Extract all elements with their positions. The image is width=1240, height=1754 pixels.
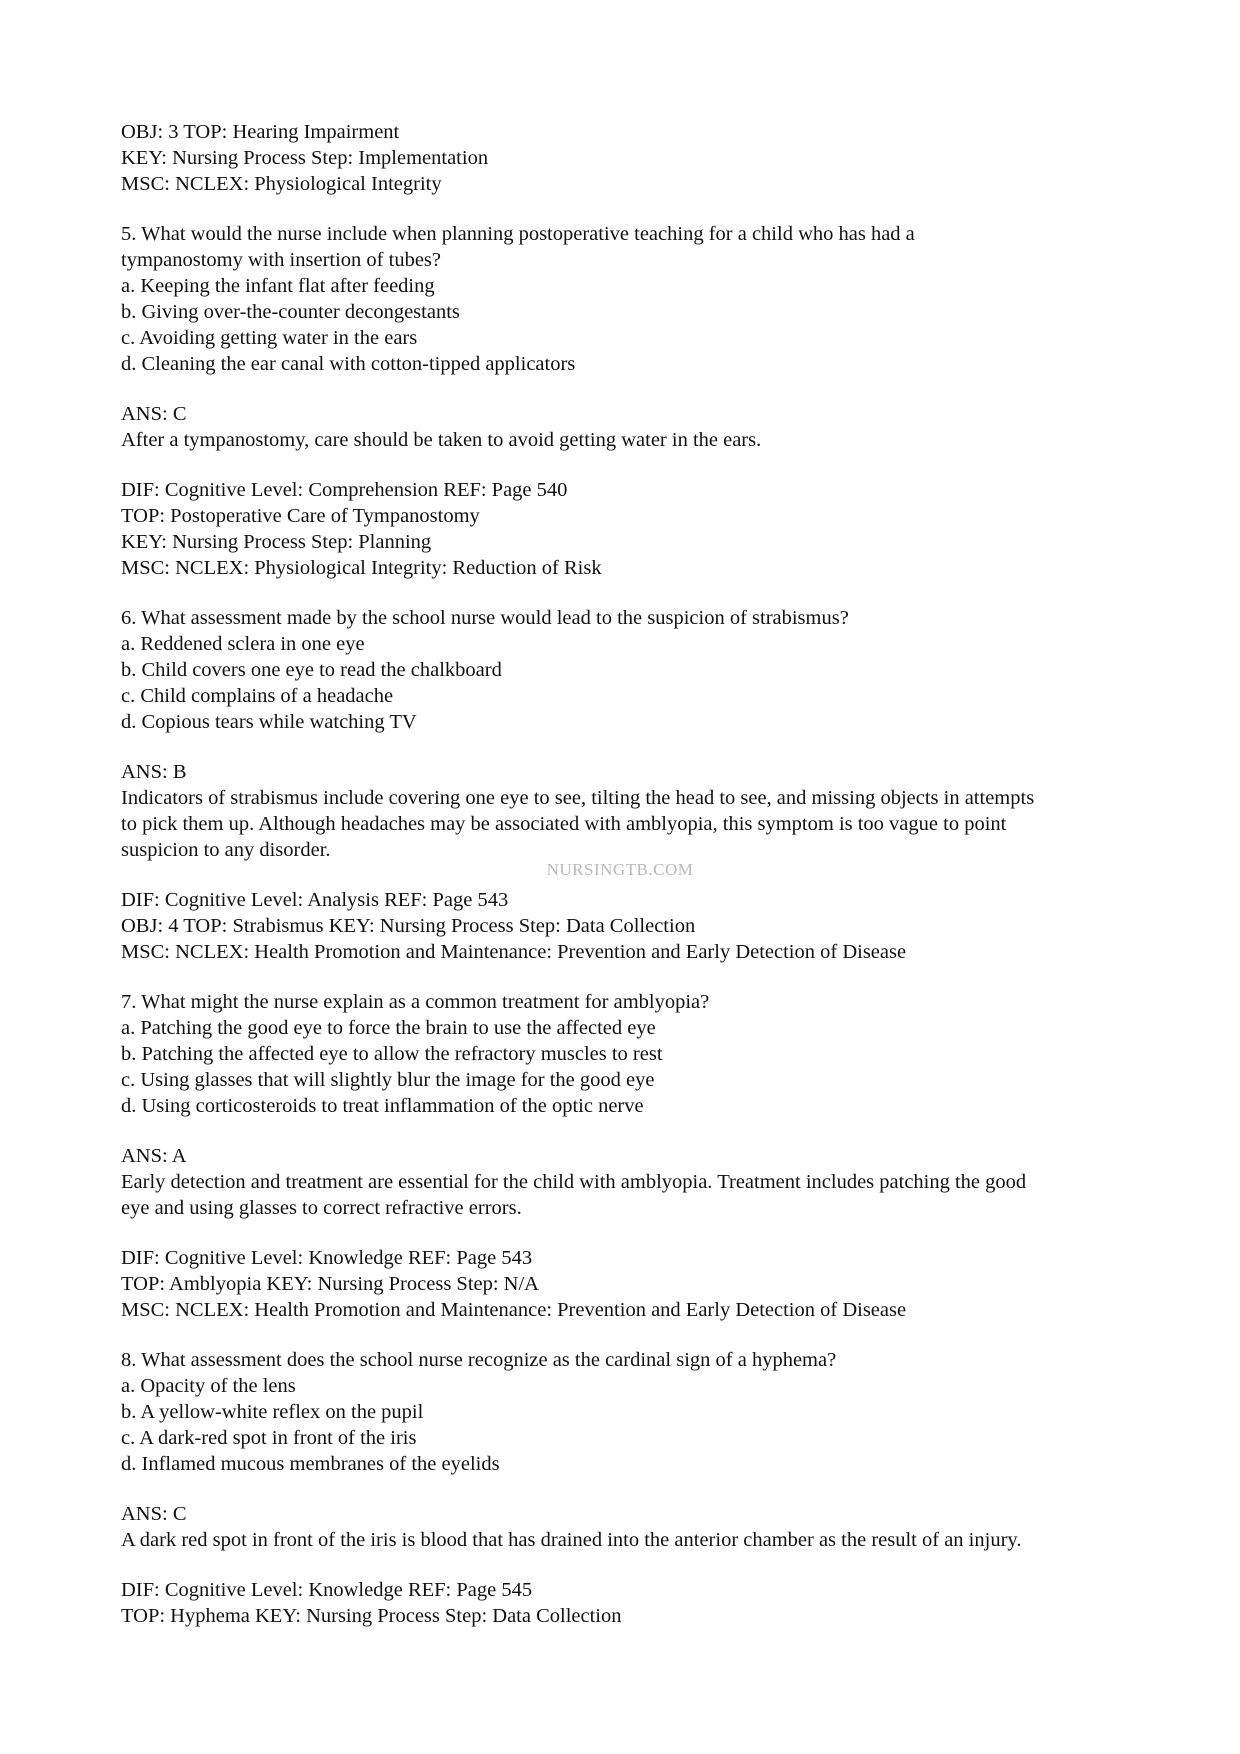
q7-rationale-line-1: Early detection and treatment are essential for the child with amblyopia. Treatment includes patching the good	[121, 1171, 1027, 1193]
q7-meta-top: TOP: Amblyopia KEY: Nursing Process Step: N/A	[121, 1273, 539, 1295]
q6-rationale-line-2: to pick them up. Although headaches may be associated with amblyopia, this symptom is too vague to point	[121, 813, 1007, 835]
q5-stem-line-1: 5. What would the nurse include when planning postoperative teaching for a child who has had a	[121, 223, 915, 245]
q6-answer: ANS: B	[121, 761, 187, 783]
q5-option-d: d. Cleaning the ear canal with cotton-tipped applicators	[121, 353, 576, 375]
q7-option-d: d. Using corticosteroids to treat inflammation of the optic nerve	[121, 1095, 644, 1117]
question-7	[121, 989, 1121, 1119]
q8-answer-block	[121, 1501, 1121, 1553]
q6-stem: 6. What assessment made by the school nurse would lead to the suspicion of strabismus?	[121, 607, 849, 629]
q7-stem: 7. What might the nurse explain as a common treatment for amblyopia?	[121, 991, 710, 1013]
question-8	[121, 1347, 1121, 1477]
q4-obj-line: OBJ: 3 TOP: Hearing Impairment	[121, 121, 400, 143]
question-5	[121, 221, 1121, 377]
q4-meta-block	[121, 119, 1121, 197]
q5-answer: ANS: C	[121, 403, 187, 425]
q4-msc-line: MSC: NCLEX: Physiological Integrity	[121, 173, 442, 195]
q5-option-c: c. Avoiding getting water in the ears	[121, 327, 418, 349]
q8-meta-top: TOP: Hyphema KEY: Nursing Process Step: Data Collection	[121, 1605, 622, 1627]
q6-rationale-line-3: suspicion to any disorder.	[121, 839, 331, 861]
q5-meta-block	[121, 477, 1121, 581]
q5-meta-key: KEY: Nursing Process Step: Planning	[121, 531, 432, 553]
q7-option-b: b. Patching the affected eye to allow the refractory muscles to rest	[121, 1043, 663, 1065]
q5-stem-line-2: tympanostomy with insertion of tubes?	[121, 249, 441, 271]
q6-meta-obj: OBJ: 4 TOP: Strabismus KEY: Nursing Process Step: Data Collection	[121, 915, 696, 937]
q7-meta-dif: DIF: Cognitive Level: Knowledge REF: Page 543	[121, 1247, 533, 1269]
q4-key-line: KEY: Nursing Process Step: Implementation	[121, 147, 489, 169]
q6-meta-block	[121, 887, 1121, 965]
q5-meta-dif: DIF: Cognitive Level: Comprehension REF: Page 540	[121, 479, 568, 501]
q8-option-a: a. Opacity of the lens	[121, 1375, 296, 1397]
q6-option-c: c. Child complains of a headache	[121, 685, 394, 707]
q7-answer-block	[121, 1143, 1121, 1221]
q5-option-b: b. Giving over-the-counter decongestants	[121, 301, 460, 323]
q6-answer-block	[121, 759, 1121, 863]
q5-rationale: After a tympanostomy, care should be taken to avoid getting water in the ears.	[121, 429, 762, 451]
q8-rationale: A dark red spot in front of the iris is blood that has drained into the anterior chamber as the result of an injury.	[121, 1529, 1022, 1551]
q8-option-d: d. Inflamed mucous membranes of the eyelids	[121, 1453, 500, 1475]
q8-meta-dif: DIF: Cognitive Level: Knowledge REF: Page 545	[121, 1579, 533, 1601]
q6-option-d: d. Copious tears while watching TV	[121, 711, 417, 733]
q6-option-a: a. Reddened sclera in one eye	[121, 633, 365, 655]
q6-meta-dif: DIF: Cognitive Level: Analysis REF: Page 543	[121, 889, 509, 911]
q8-stem: 8. What assessment does the school nurse recognize as the cardinal sign of a hyphema?	[121, 1349, 837, 1371]
q7-meta-msc: MSC: NCLEX: Health Promotion and Maintenance: Prevention and Early Detection of Disease	[121, 1299, 907, 1321]
q8-option-b: b. A yellow-white reflex on the pupil	[121, 1401, 424, 1423]
q8-meta-block	[121, 1577, 1121, 1629]
q7-option-a: a. Patching the good eye to force the brain to use the affected eye	[121, 1017, 656, 1039]
q7-answer: ANS: A	[121, 1145, 187, 1167]
q6-meta-msc: MSC: NCLEX: Health Promotion and Maintenance: Prevention and Early Detection of Disease	[121, 941, 907, 963]
q7-option-c: c. Using glasses that will slightly blur the image for the good eye	[121, 1069, 655, 1091]
q6-rationale-line-1: Indicators of strabismus include covering one eye to see, tilting the head to see, and missing objects in attempts	[121, 787, 1035, 809]
q7-meta-block	[121, 1245, 1121, 1323]
question-6	[121, 605, 1121, 735]
q7-rationale-line-2: eye and using glasses to correct refractive errors.	[121, 1197, 522, 1219]
q8-option-c: c. A dark-red spot in front of the iris	[121, 1427, 417, 1449]
watermark: NURSINGTB.COM	[546, 860, 694, 879]
q5-option-a: a. Keeping the infant flat after feeding	[121, 275, 435, 297]
q5-answer-block	[121, 401, 1121, 453]
q5-meta-top: TOP: Postoperative Care of Tympanostomy	[121, 505, 480, 527]
q5-meta-msc: MSC: NCLEX: Physiological Integrity: Reduction of Risk	[121, 557, 602, 579]
q8-answer: ANS: C	[121, 1503, 187, 1525]
q6-option-b: b. Child covers one eye to read the chalkboard	[121, 659, 502, 681]
